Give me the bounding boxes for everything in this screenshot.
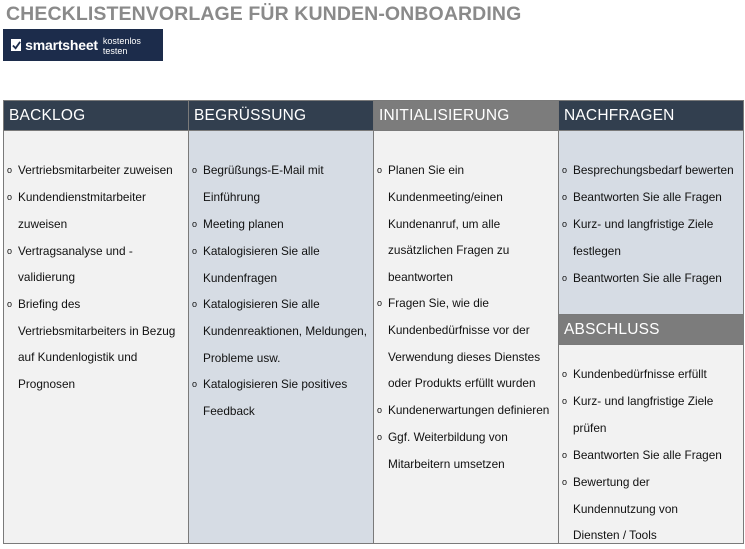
checklist-item-text: Kundendienstmitarbeiter (18, 190, 146, 204)
bullet-icon: o (192, 218, 198, 229)
bullet-icon: o (377, 404, 383, 415)
checklist-item-text: beantworten (388, 269, 453, 284)
bullet-icon: o (192, 299, 198, 309)
checklist-item (4, 157, 188, 184)
checklist-item (559, 469, 743, 496)
checklist-item-text: Vertriebsmitarbeiters in Bezug (18, 323, 176, 338)
bullet-icon: o (562, 449, 568, 460)
bullet-icon (374, 451, 387, 478)
checklist-item (189, 291, 373, 318)
checklist-item-text: Bewertung der (573, 474, 650, 489)
bullet-icon: o (377, 165, 383, 175)
checklist-item-text: Ggf. Weiterbildung von (388, 429, 508, 444)
checklist-item-text: Kundenerwartungen definieren (388, 402, 550, 417)
checklist-item-continuation (189, 398, 373, 425)
smartsheet-logo-icon (11, 39, 21, 51)
checklist (4, 131, 188, 397)
checklist-item (559, 361, 743, 388)
bullet-icon (374, 264, 387, 291)
trial-link[interactable]: kostenlos testen (102, 36, 141, 56)
checklist-item-text: Vertragsanalyse und -validierung (18, 243, 133, 284)
checklist-item-continuation (559, 415, 743, 442)
bullet-icon: o (562, 272, 568, 283)
bullet-icon: o (192, 245, 198, 256)
smartsheet-trial-badge[interactable] (3, 29, 163, 61)
checklist-item-continuation (4, 344, 188, 371)
bullet-icon: o (377, 298, 383, 308)
bullet-icon (189, 345, 202, 372)
bullet-icon: o (562, 396, 568, 406)
checklist-item-text: Kundenbedürfnisse erfüllt (573, 367, 707, 381)
bullet-icon (4, 318, 17, 345)
checklist-item-text: Kundenbedürfnisse vor der (388, 323, 530, 337)
checklist-item-text: Kundenfragen (203, 270, 278, 285)
checklist-item-text: Mitarbeitern umsetzen (388, 456, 505, 471)
checklist-item-text: zusätzlichen Fragen zu (388, 243, 510, 257)
checklist-item-continuation (374, 317, 558, 344)
checklist-item (559, 265, 743, 292)
checklist-item-text: Meeting planen (203, 216, 284, 231)
checklist-item-text: Katalogisieren Sie alle (203, 243, 320, 258)
checklist-item (189, 371, 373, 398)
checklist-item-text: auf Kundenlogistik und (18, 350, 138, 364)
checklist-item-continuation (374, 211, 558, 238)
checklist-item (559, 184, 743, 211)
bullet-icon: o (7, 165, 13, 175)
checklist-item-text: Beantworten Sie alle Fragen (573, 447, 722, 462)
bullet-icon (189, 318, 202, 345)
checklist-item-continuation (4, 211, 188, 238)
column-initialisierung (373, 100, 559, 544)
checklist-item (189, 238, 373, 265)
bullet-icon: o (562, 476, 568, 487)
bullet-icon: o (7, 245, 13, 256)
checklist (189, 131, 373, 425)
column-nachfragen (558, 100, 744, 315)
bullet-icon: o (7, 298, 13, 309)
bullet-icon (374, 237, 387, 264)
bullet-icon: o (192, 165, 198, 175)
checklist-item-text: zuweisen (18, 217, 68, 231)
checklist-item (374, 157, 558, 184)
checklist-item-text: Planen Sie ein (388, 163, 465, 177)
column-heading: NACHFRAGEN (559, 101, 743, 131)
checklist-item-text: Vertriebsmitarbeiter zuweisen (18, 163, 173, 177)
checklist-item-text: prüfen (573, 421, 607, 435)
checklist-item (559, 157, 743, 184)
checklist-item-text: Begrüßungs-E-Mail mit (203, 163, 324, 177)
checklist-item-text: Feedback (203, 404, 255, 418)
column-begruessung (188, 100, 374, 544)
column-heading: INITIALISIERUNG (374, 101, 558, 131)
checklist (559, 345, 743, 549)
checklist-item-text: Prognosen (18, 376, 76, 391)
checklist-item-continuation (374, 344, 558, 371)
bullet-icon (559, 238, 572, 265)
brand-name: smartsheet (25, 37, 98, 53)
checklist-item-continuation (374, 264, 558, 291)
page-title: CHECKLISTENVORLAGE FÜR KUNDEN-ONBOARDING (6, 3, 522, 25)
bullet-icon: o (192, 379, 198, 389)
checklist-item-continuation (559, 238, 743, 265)
checklist-item-text: Kundenmeeting/einen (388, 190, 503, 204)
checklist-item (559, 388, 743, 415)
bullet-icon (189, 184, 202, 211)
bullet-icon: o (7, 192, 13, 202)
checklist (559, 131, 743, 292)
checklist-item-continuation (189, 184, 373, 211)
bullet-icon (559, 496, 572, 523)
checklist-item-text: Kurz- und langfristige Ziele (573, 394, 714, 408)
column-heading: ABSCHLUSS (559, 315, 743, 345)
checklist-item-text: Verwendung dieses Dienstes (388, 349, 541, 364)
checklist-item (4, 291, 188, 318)
bullet-icon (374, 317, 387, 344)
checklist-item-text: Beantworten Sie alle Fragen (573, 270, 722, 285)
checklist-item-text: Besprechungsbedarf bewerten (573, 163, 734, 177)
checklist-item-text: Diensten / Tools (573, 528, 657, 542)
bullet-icon (374, 211, 387, 238)
bullet-icon: o (562, 165, 568, 175)
checklist-item (374, 424, 558, 451)
checklist-item-continuation (559, 496, 743, 523)
bullet-icon: o (562, 219, 568, 229)
checklist-item-text: Katalogisieren Sie alle (203, 297, 320, 311)
checklist-item-continuation (374, 237, 558, 264)
checklist-item-continuation (4, 371, 188, 398)
bullet-icon: o (377, 431, 383, 442)
column-abschluss (558, 314, 744, 544)
column-heading: BACKLOG (4, 101, 188, 131)
bullet-icon (559, 415, 572, 442)
checklist-item (189, 157, 373, 184)
checklist-item-continuation (189, 318, 373, 345)
bullet-icon (4, 344, 17, 371)
checklist-item-continuation (374, 184, 558, 211)
checklist-item-text: Kundenreaktionen, Meldungen, (203, 324, 367, 338)
checklist-item-text: Probleme usw. (203, 350, 281, 365)
bullet-icon: o (562, 369, 568, 379)
checklist-item-continuation (559, 522, 743, 549)
bullet-icon (4, 211, 17, 238)
bullet-icon (189, 398, 202, 425)
checklist-item-text: Kundenanruf, um alle (388, 216, 501, 231)
checklist-item-text: Fragen Sie, wie die (388, 296, 489, 310)
checklist-item-continuation (374, 370, 558, 397)
checklist (374, 131, 558, 477)
checklist-item-text: Beantworten Sie alle Fragen (573, 190, 722, 204)
bullet-icon (189, 265, 202, 292)
checklist-item (559, 442, 743, 469)
checklist-item (4, 238, 188, 291)
checklist-item-text: Briefing des (18, 296, 81, 311)
checklist-item-text: Kundennutzung von (573, 501, 678, 516)
checklist-item-text: Katalogisieren Sie positives (203, 377, 348, 391)
checklist-item (374, 290, 558, 317)
checklist-item-continuation (374, 451, 558, 478)
checklist-item-continuation (189, 345, 373, 372)
checklist-item-text: oder Produkts erfüllt wurden (388, 376, 536, 390)
bullet-icon: o (562, 192, 568, 202)
checklist-item-continuation (189, 265, 373, 292)
bullet-icon (374, 344, 387, 371)
bullet-icon (374, 184, 387, 211)
column-backlog (3, 100, 189, 544)
column-heading: BEGRÜSSUNG (189, 101, 373, 131)
checklist-item-continuation (4, 318, 188, 345)
bullet-icon (559, 522, 572, 549)
checklist-item-text: festlegen (573, 244, 621, 258)
bullet-icon (374, 370, 387, 397)
checklist-item-text: Kurz- und langfristige Ziele (573, 217, 714, 231)
bullet-icon (4, 371, 17, 398)
checklist-item (559, 211, 743, 238)
checklist-item (189, 211, 373, 238)
checklist-item (4, 184, 188, 211)
checklist-item-text: Einführung (203, 190, 261, 204)
checklist-item (374, 397, 558, 424)
